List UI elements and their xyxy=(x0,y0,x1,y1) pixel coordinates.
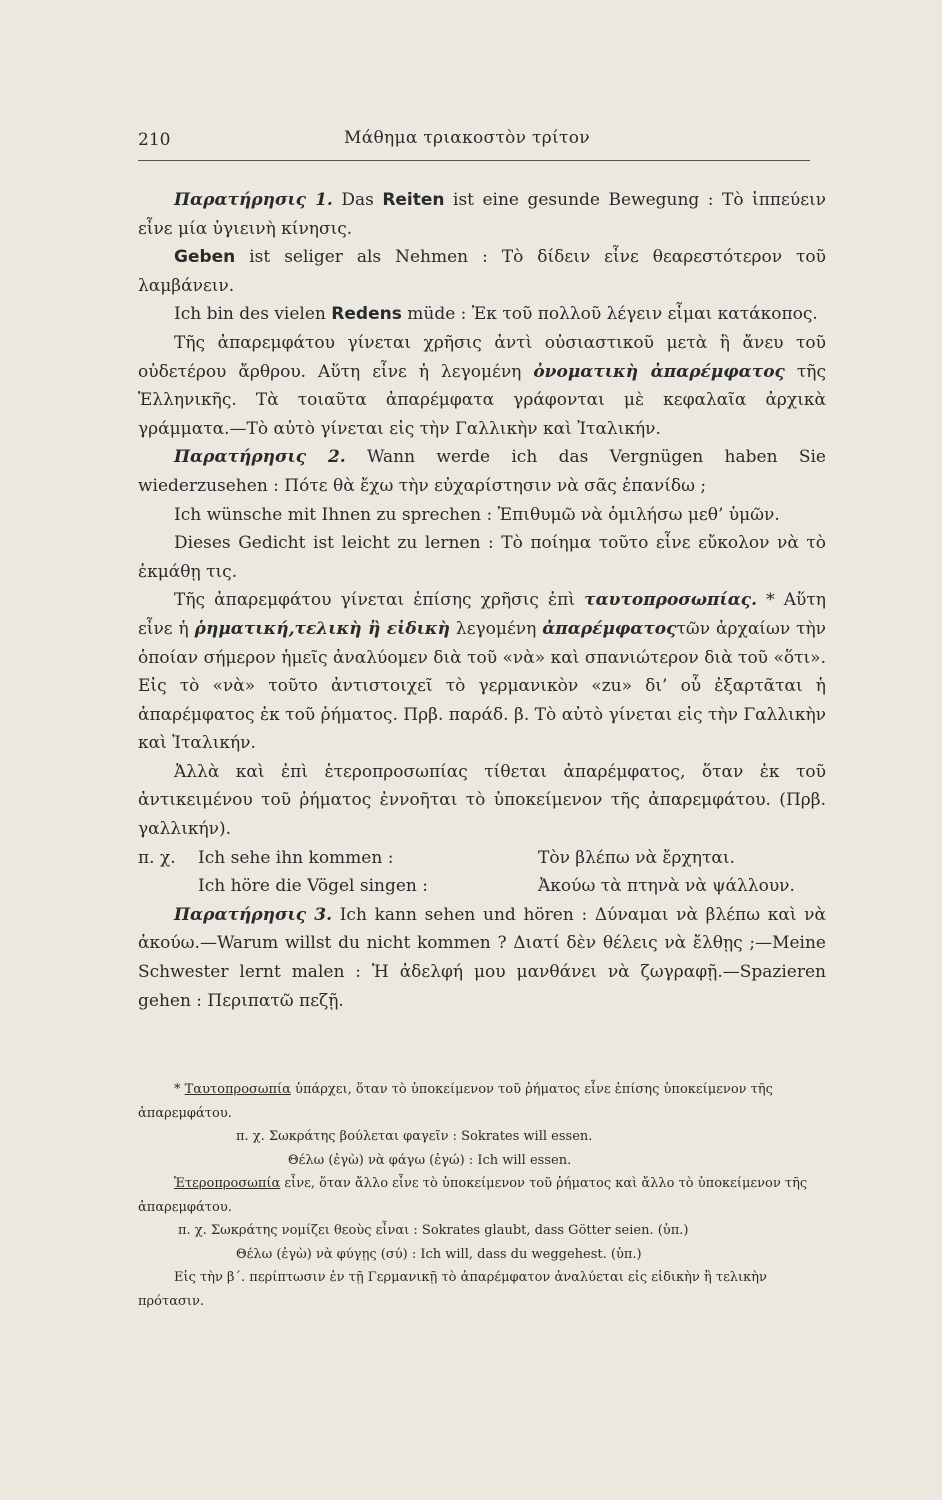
text-run: τῶν ἀρχαίων τὴν ὁποίαν σήμερον ἡμεῖς ἀναλύομεν διὰ τοῦ «νὰ» καὶ σπανιώτερον διὰ τοῦ «ὅτι». Εἰς τὸ «νὰ» τοῦτο ἀντιστοιχεῖ τὸ γερμανικὸν «zu» δι’ οὗ ἐξαρτᾶται ἡ ἀπαρέμφατος ἐκ τοῦ ῥήματος. Πρβ. παράδ. β. Τὸ αὐτὸ γίνεται εἰς τὴν Γαλλικὴν καὶ Ἰταλικήν. xyxy=(138,618,827,754)
text-run: Τῆς ἀπαρεμφάτου γίνεται ἐπίσης χρῆσις ἐπὶ xyxy=(174,590,585,611)
text-run: ist seliger als Nehmen : Τὸ δίδειν εἶνε θεαρεστότερον τοῦ λαμβάνειν. xyxy=(138,247,826,296)
text-run: Wann werde ich das Vergnügen haben Sie wiederzusehen : Πότε θὰ ἔχω τὴν εὐχαρίστησιν νὰ σᾶς ἐπανίδω ; xyxy=(138,447,826,496)
text-run: λεγομένη xyxy=(450,618,543,639)
observation-label: Παρατήρησις 3. xyxy=(174,904,333,925)
bold-term: Reiten xyxy=(382,190,445,210)
emphasis: ὀνοματικὴ ἀπαρέμφατος xyxy=(533,361,785,382)
bold-term: Redens xyxy=(331,304,402,325)
emphasis: ταυτοπροσωπίας. xyxy=(584,590,758,611)
paragraph xyxy=(138,329,826,443)
paragraph-observation-3 xyxy=(138,901,826,1015)
text-run: Ich kann sehen und hören : Δύναμαι νὰ βλέπω καὶ νὰ ἀκούω.—Warum willst du nicht kommen ? Διατί δὲν θέλεις νὰ ἔλθῃς ;—Meine Schwester lernt malen : Ἡ ἀδελφή μου μανθάνει νὰ ζωγραφῇ.—Spazieren gehen : Περιπατῶ πεζῇ. xyxy=(138,904,826,1011)
example-prefix: π. χ. xyxy=(138,847,176,868)
emphasis: ῥηματική,τελικὴ ἢ εἰδικὴ xyxy=(194,618,451,639)
header-rule xyxy=(138,160,810,161)
observation-label: Παρατήρησις 2. xyxy=(174,447,346,468)
text-run: * Αὕτη εἶνε ἡ xyxy=(138,590,826,639)
text-run: εἶνε, ὅταν ἄλλο εἶνε τὸ ὑποκείμενον τοῦ ῥήματος καὶ ἄλλο τὸ ὑποκείμενον τῆς ἀπαρεμφάτου. xyxy=(138,1176,808,1215)
paragraph xyxy=(138,243,826,300)
text-run: müde : Ἐκ τοῦ πολλοῦ λέγειν εἶμαι κατάκοπος. xyxy=(401,304,818,325)
footnote-example: Θέλω (ἐγὼ) νὰ φύγῃς (σύ) : Ich will, dass du weggehest. (ὑπ.) xyxy=(236,1246,642,1262)
footnote-term: Ταυτοπροσωπία xyxy=(184,1082,291,1097)
page-header xyxy=(138,126,810,154)
example-row xyxy=(138,872,826,901)
footnote xyxy=(138,1078,826,1125)
text-run: τῆς Ἑλληνικῆς. Τὰ τοιαῦτα ἀπαρέμφατα γράφονται μὲ κεφαλαῖα ἀρχικὰ γράμματα.—Τὸ αὐτὸ γίνεται εἰς τὴν Γαλλικὴν καὶ Ἰταλικήν. xyxy=(138,361,827,439)
example-german: Ich sehe ihn kommen : xyxy=(198,847,394,868)
example-greek: Τὸν βλέπω νὰ ἔρχηται. xyxy=(538,847,735,868)
paragraph-observation-1 xyxy=(138,186,826,243)
footnote-example: Θέλω (ἐγὼ) νὰ φάγω (ἐγώ) : Ich will essen. xyxy=(288,1152,572,1168)
paragraph-observation-2 xyxy=(138,443,826,500)
running-title: Μάθημα τριακοστὸν τρίτον xyxy=(344,128,590,148)
text-run: Τῆς ἀπαρεμφάτου γίνεται χρῆσις ἀντὶ οὐσιαστικοῦ μετὰ ἢ ἄνευ τοῦ οὐδετέρου ἄρθρου. Αὕτη εἶνε ἡ λεγομένη xyxy=(138,332,826,382)
example-greek: Ἀκούω τὰ πτηνὰ νὰ ψάλλουν. xyxy=(538,876,795,897)
text-run: ist eine gesunde Bewegung : Τὸ ἱππεύειν εἶνε μία ὑγιεινὴ κίνησις. xyxy=(138,190,826,239)
example-row xyxy=(138,844,826,873)
paragraph xyxy=(138,586,826,758)
footnote-example: π. χ. Σωκράτης βούλεται φαγεῖν : Sokrates will essen. xyxy=(236,1129,593,1144)
paragraph: Ich wünsche mit Ihnen zu sprechen : Ἐπιθυμῶ νὰ ὁμιλήσω μεθ’ ὑμῶν. xyxy=(174,504,780,525)
observation-label: Παρατήρησις 1. xyxy=(174,190,333,210)
emphasis: ἀπαρέμφατος xyxy=(542,618,677,639)
main-text xyxy=(138,186,826,1015)
footnotes xyxy=(138,1078,826,1313)
example-block xyxy=(138,844,826,901)
footnote xyxy=(138,1172,826,1219)
text-run: Das xyxy=(332,190,383,210)
footnote-term: Ἑτεροπροσωπία xyxy=(174,1176,281,1191)
footnote: Εἰς τὴν β΄. περίπτωσιν ἐν τῇ Γερμανικῇ τὸ ἀπαρέμφατον ἀναλύεται εἰς εἰδικὴν ἢ τελικὴν πρότασιν. xyxy=(138,1270,767,1309)
bold-term: Geben xyxy=(174,247,236,268)
footnote-marker: * xyxy=(174,1082,185,1097)
text-run: ὑπάρχει, ὅταν τὸ ὑποκείμενον τοῦ ῥήματος εἶνε ἐπίσης ὑποκείμενον τῆς ἀπαρεμφάτου. xyxy=(138,1082,773,1121)
text-run: Ich bin des vielen xyxy=(174,304,332,325)
paragraph: Dieses Gedicht ist leicht zu lernen : Τὸ ποίημα τοῦτο εἶνε εὔκολον νὰ τὸ ἐκμάθῃ τις. xyxy=(138,533,826,582)
example-german: Ich höre die Vögel singen : xyxy=(198,876,429,897)
paragraph xyxy=(138,300,826,329)
example-prefix-spacer xyxy=(138,872,198,901)
paragraph: Ἀλλὰ καὶ ἐπὶ ἑτεροπροσωπίας τίθεται ἀπαρέμφατος, ὅταν ἐκ τοῦ ἀντικειμένου τοῦ ῥήματος ἐννοῆται τὸ ὑποκείμενον τῆς ἀπαρεμφάτου. (Πρβ. γαλλικήν). xyxy=(138,761,826,840)
footnote-example: π. χ. Σωκράτης νομίζει θεοὺς εἶναι : Sokrates glaubt, dass Götter seien. (ὑπ.) xyxy=(178,1223,689,1238)
page-number: 210 xyxy=(138,130,171,150)
